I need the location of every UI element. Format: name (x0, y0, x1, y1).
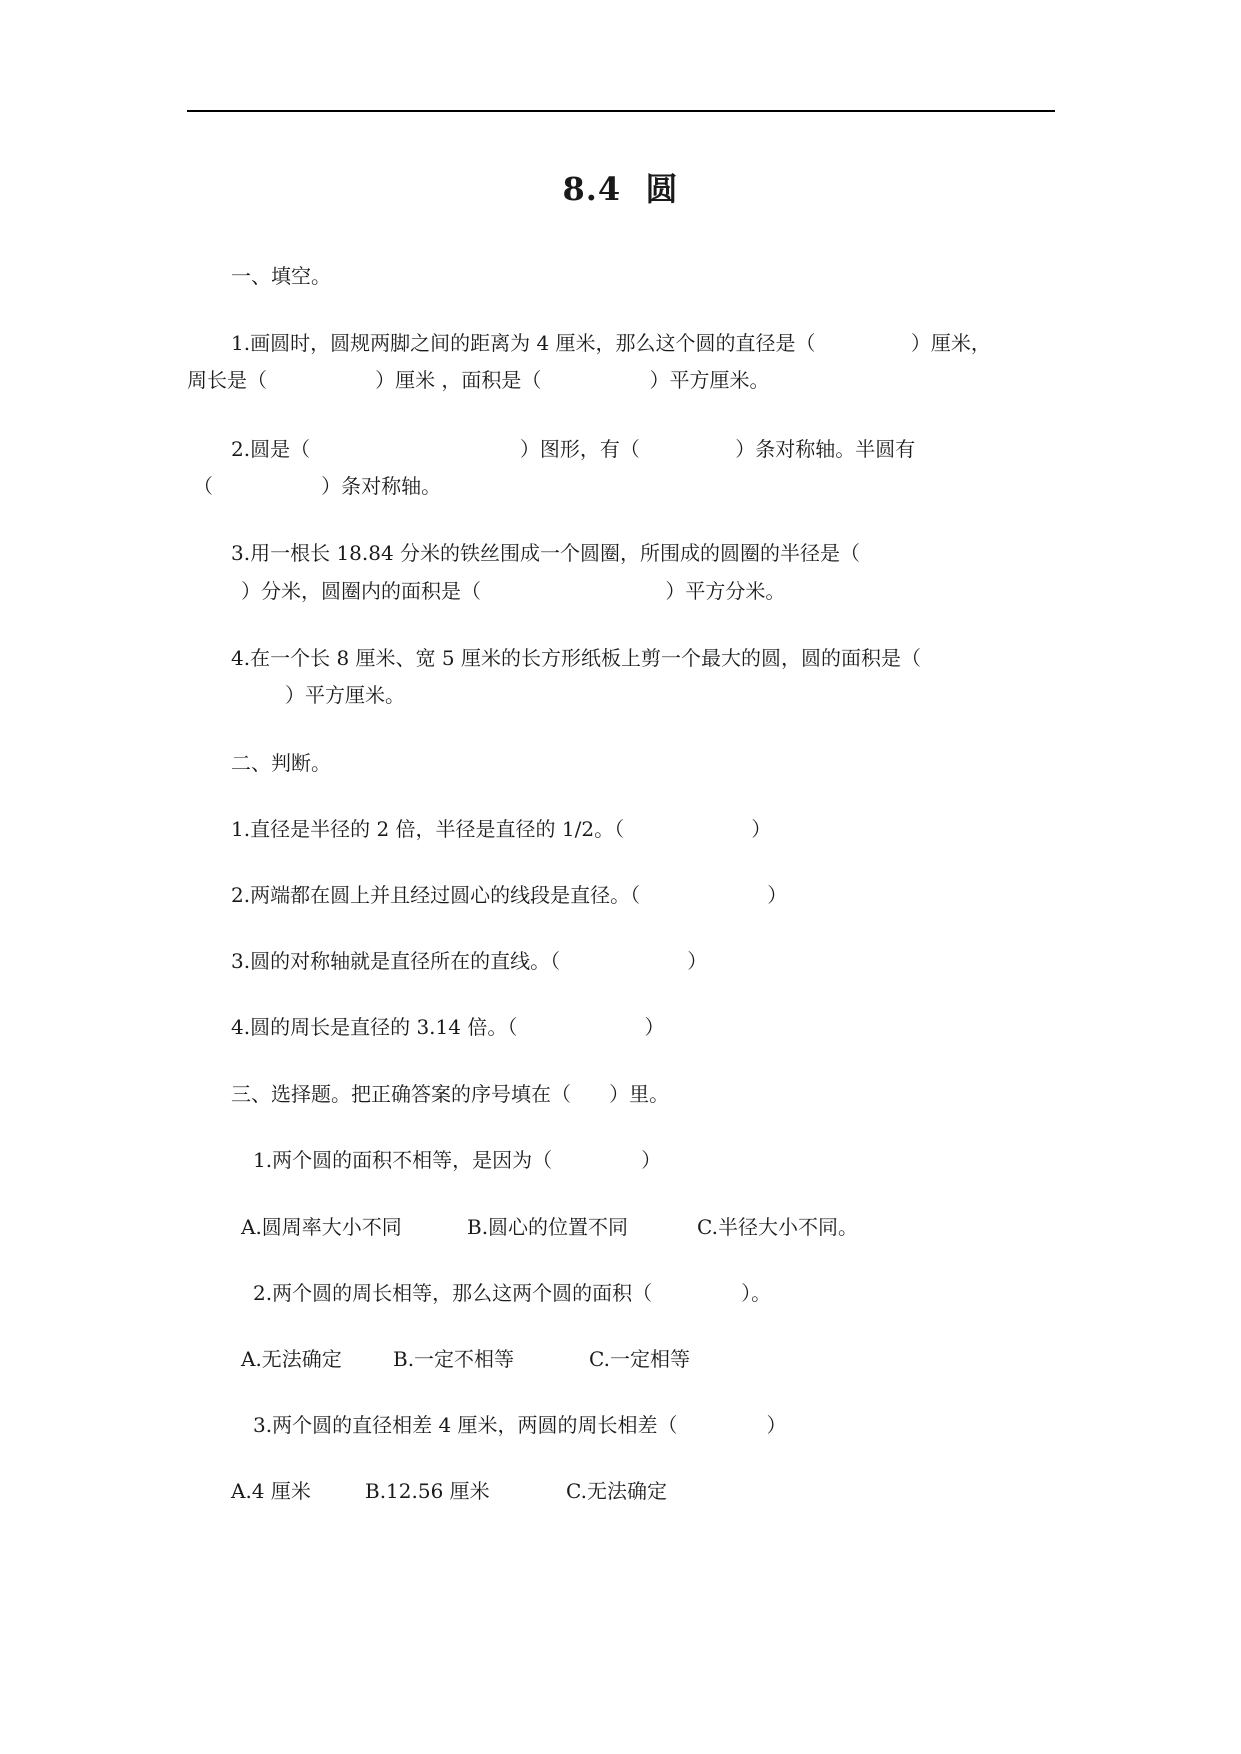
s1-q1-line1: 1.画圆时，圆规两脚之间的距离为 4 厘米，那么这个圆的直径是（ ）厘米， (231, 331, 991, 355)
s2-item-1: 1.直径是半径的 2 倍，半径是直径的 1/2。（ ） (231, 817, 772, 841)
section3-heading: 三、选择题。把正确答案的序号填在（ ）里。 (231, 1082, 670, 1106)
s1-q2-line1: 2.圆是（ ）图形，有（ ）条对称轴。半圆有 (231, 437, 916, 461)
s1-q3-line2: ）分米，圆圈内的面积是（ ）平方分米。 (241, 579, 786, 603)
section2-heading: 二、判断。 (231, 751, 331, 775)
header-rule (187, 110, 1055, 112)
s3-q2-option-a: A.无法确定 (241, 1347, 342, 1371)
s3-q2-option-b: B.一定不相等 (393, 1347, 515, 1371)
section1-heading: 一、填空。 (231, 264, 331, 288)
s2-item-4: 4.圆的周长是直径的 3.14 倍。（ ） (231, 1015, 665, 1039)
s3-q3-question: 3.两个圆的直径相差 4 厘米，两圆的周长相差（ ） (253, 1413, 787, 1437)
s3-q1-option-b: B.圆心的位置不同 (467, 1215, 629, 1239)
s3-q1-question: 1.两个圆的面积不相等，是因为（ ） (253, 1148, 662, 1172)
s2-item-2: 2.两端都在圆上并且经过圆心的线段是直径。（ ） (231, 883, 788, 907)
s1-q2-line2: （ ）条对称轴。 (193, 474, 442, 498)
s3-q3-option-c: C.无法确定 (566, 1479, 667, 1503)
s3-q1-option-c: C.半径大小不同。 (697, 1215, 858, 1239)
s3-q2-question: 2.两个圆的周长相等，那么这两个圆的面积（ ）。 (253, 1281, 772, 1305)
s1-q4-line1: 4.在一个长 8 厘米、宽 5 厘米的长方形纸板上剪一个最大的圆，圆的面积是（ (231, 646, 921, 670)
s1-q4-line2: ）平方厘米。 (285, 683, 405, 707)
s3-q1-option-a: A.圆周率大小不同 (241, 1215, 402, 1239)
s3-q3-option-a: A.4 厘米 (231, 1479, 311, 1503)
page-title: 8.4 圆 (562, 170, 679, 208)
s1-q1-line2: 周长是（ ）厘米 ，面积是（ ）平方厘米。 (187, 368, 770, 392)
s3-q3-option-b: B.12.56 厘米 (365, 1479, 490, 1503)
s2-item-3: 3.圆的对称轴就是直径所在的直线。（ ） (231, 949, 708, 973)
s3-q2-option-c: C.一定相等 (589, 1347, 690, 1371)
s1-q3-line1: 3.用一根长 18.84 分米的铁丝围成一个圆圈，所围成的圆圈的半径是（ (231, 541, 861, 565)
